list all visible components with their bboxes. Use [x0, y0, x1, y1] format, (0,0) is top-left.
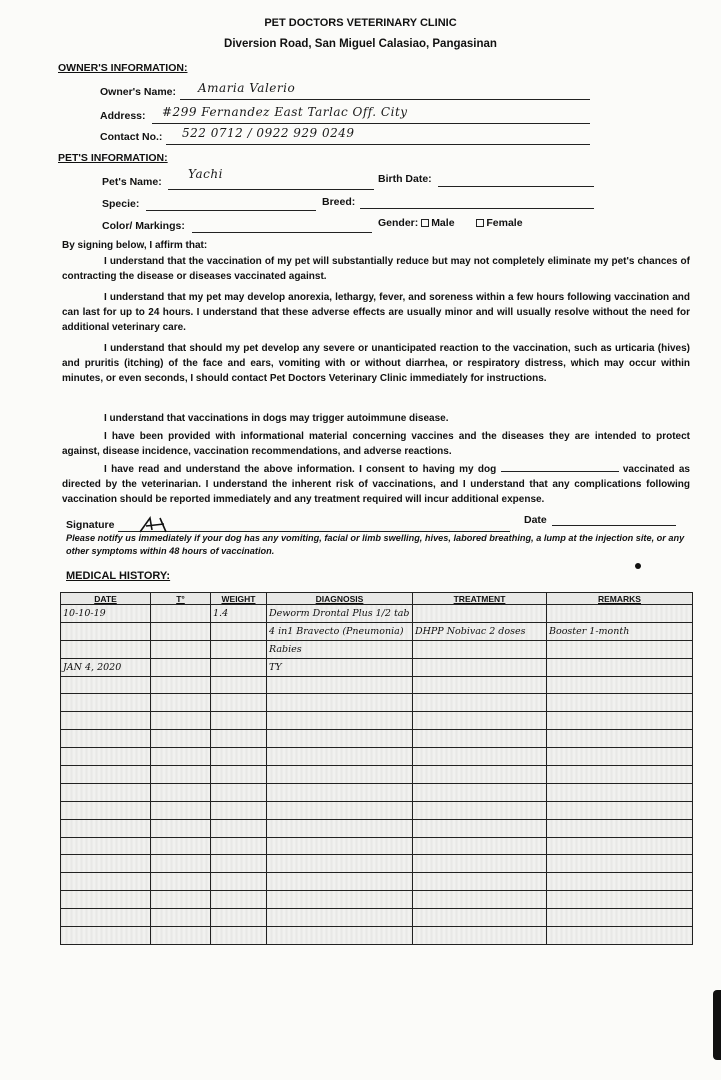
- table-cell-blank[interactable]: [211, 676, 267, 694]
- table-cell-blank[interactable]: [547, 909, 693, 927]
- table-cell-blank[interactable]: [267, 766, 413, 784]
- consent-paragraph-6: [62, 462, 690, 507]
- table-cell-blank[interactable]: [413, 819, 547, 837]
- table-cell[interactable]: [151, 605, 211, 623]
- pet-section-title: PET'S INFORMATION:: [58, 152, 168, 164]
- address-label: Address:: [100, 110, 146, 122]
- gender-label: [378, 217, 523, 229]
- table-cell[interactable]: [413, 640, 547, 658]
- table-cell-blank[interactable]: [61, 694, 151, 712]
- table-cell-blank[interactable]: [211, 819, 267, 837]
- contact-line: [166, 144, 590, 145]
- table-cell-blank[interactable]: [151, 730, 211, 748]
- table-cell-blank[interactable]: [547, 801, 693, 819]
- medical-history-title: MEDICAL HISTORY:: [66, 570, 171, 582]
- table-cell[interactable]: 1.4: [211, 605, 267, 623]
- table-cell-blank[interactable]: [61, 855, 151, 873]
- table-cell-blank[interactable]: [151, 766, 211, 784]
- consent-p6-end: as directed by the veterinarian. I understand the inherent risk of vaccinations, and I understand that any complications following vaccination should be reported immediately and any treatment required will incur additional expense.: [62, 464, 690, 505]
- female-checkbox[interactable]: [476, 219, 484, 227]
- breed-line[interactable]: [360, 208, 594, 209]
- table-cell-blank[interactable]: [413, 783, 547, 801]
- table-cell[interactable]: [61, 640, 151, 658]
- consent-intro: By signing below, I affirm that:: [62, 240, 208, 251]
- table-cell-blank[interactable]: [413, 891, 547, 909]
- table-cell[interactable]: [151, 622, 211, 640]
- table-cell-blank[interactable]: [413, 909, 547, 927]
- table-row-blank: [61, 712, 693, 730]
- male-checkbox[interactable]: [421, 219, 429, 227]
- table-row-blank: [61, 891, 693, 909]
- table-row: [61, 640, 693, 658]
- consent-paragraph-2: I understand that my pet may develop anorexia, lethargy, fever, and soreness within a few hours following vaccination and can last for up to 24 hours. I understand that these adverse effects are usually minor and will usually resolve without the need for additional veterinary care.: [62, 292, 690, 333]
- pet-name-value[interactable]: Yachi: [188, 167, 223, 181]
- table-cell-blank[interactable]: [151, 819, 211, 837]
- consent-paragraph-1: I understand that the vaccination of my pet will substantially reduce but may not completely eliminate my pet's chances of contracting the disease or diseases vaccinated against.: [62, 256, 690, 282]
- female-option-label: Female: [486, 217, 523, 229]
- table-cell-blank[interactable]: [151, 891, 211, 909]
- table-header-row: [61, 593, 693, 605]
- table-cell-blank[interactable]: [61, 891, 151, 909]
- column-header-weight: WEIGHT: [211, 593, 267, 605]
- table-cell-blank[interactable]: [413, 712, 547, 730]
- table-cell-blank[interactable]: [61, 801, 151, 819]
- table-cell-blank[interactable]: [267, 748, 413, 766]
- color-markings-line[interactable]: [192, 232, 372, 233]
- consent-paragraph-5: I have been provided with informational material concerning vaccines and the diseases they are intended to protect against, disease incidence, vaccination recommendations, and adverse reactions.: [62, 431, 690, 457]
- pet-name-line: [168, 189, 374, 190]
- table-cell-blank[interactable]: [413, 837, 547, 855]
- table-cell-blank[interactable]: [151, 801, 211, 819]
- table-cell-blank[interactable]: [547, 855, 693, 873]
- table-cell-blank[interactable]: [547, 783, 693, 801]
- contact-label: Contact No.:: [100, 131, 163, 143]
- table-cell-blank[interactable]: [413, 748, 547, 766]
- table-cell-blank[interactable]: [267, 891, 413, 909]
- color-markings-label: Color/ Markings:: [102, 220, 185, 232]
- table-cell[interactable]: 4 in1 Bravecto (Pneumonia): [267, 622, 413, 640]
- table-cell-blank[interactable]: [61, 819, 151, 837]
- table-cell[interactable]: Deworm Drontal Plus 1/2 tab: [267, 605, 413, 623]
- table-row-blank: [61, 873, 693, 891]
- table-row-blank: [61, 694, 693, 712]
- table-cell-blank[interactable]: [267, 730, 413, 748]
- column-header-temperature: T°: [151, 593, 211, 605]
- table-cell-blank[interactable]: [547, 766, 693, 784]
- table-cell[interactable]: [211, 622, 267, 640]
- table-row-blank: [61, 855, 693, 873]
- table-row-blank: [61, 909, 693, 927]
- table-cell-blank[interactable]: [211, 909, 267, 927]
- table-cell-blank[interactable]: [151, 712, 211, 730]
- birth-date-label: Birth Date:: [378, 173, 432, 185]
- table-cell-blank[interactable]: [61, 766, 151, 784]
- consent-paragraph-4: I understand that vaccinations in dogs may trigger autoimmune disease.: [104, 413, 449, 424]
- dog-name-blank[interactable]: [501, 462, 619, 472]
- scan-speck: [635, 563, 641, 569]
- birth-date-line[interactable]: [438, 186, 594, 187]
- table-cell[interactable]: DHPP Nobivac 2 doses: [413, 622, 547, 640]
- table-cell-blank[interactable]: [413, 927, 547, 945]
- owner-name-label: Owner's Name:: [100, 86, 177, 98]
- column-header-treatment: TREATMENT: [413, 593, 547, 605]
- table-cell[interactable]: [151, 658, 211, 676]
- table-cell[interactable]: [413, 605, 547, 623]
- medical-history-table: [60, 592, 693, 945]
- table-cell-blank[interactable]: [547, 837, 693, 855]
- breed-label: Breed:: [322, 196, 356, 208]
- table-cell-blank[interactable]: [61, 748, 151, 766]
- table-row-blank: [61, 748, 693, 766]
- table-row-blank: [61, 819, 693, 837]
- table-cell-blank[interactable]: [61, 927, 151, 945]
- table-cell-blank[interactable]: [267, 837, 413, 855]
- consent-p6-vaccinated: vaccinated: [622, 464, 675, 475]
- owner-name-value[interactable]: Amaria Valerio: [198, 81, 296, 95]
- pet-name-label: Pet's Name:: [102, 176, 162, 188]
- date-label: Date: [524, 514, 547, 526]
- table-cell-blank[interactable]: [547, 927, 693, 945]
- table-cell-blank[interactable]: [547, 891, 693, 909]
- table-cell-blank[interactable]: [413, 855, 547, 873]
- table-cell-blank[interactable]: [151, 837, 211, 855]
- table-cell[interactable]: [61, 622, 151, 640]
- table-cell-blank[interactable]: [267, 694, 413, 712]
- table-cell-blank[interactable]: [211, 748, 267, 766]
- contact-value[interactable]: 522 0712 / 0922 929 0249: [182, 126, 355, 140]
- column-header-date: DATE: [61, 593, 151, 605]
- table-cell-blank[interactable]: [413, 766, 547, 784]
- table-cell-blank[interactable]: [267, 783, 413, 801]
- consent-p6-start: I have read and understand the above information. I consent to having my dog: [104, 464, 497, 475]
- table-cell-blank[interactable]: [151, 873, 211, 891]
- table-cell-blank[interactable]: [211, 855, 267, 873]
- table-row: [61, 658, 693, 676]
- post-vaccination-notice: Please notify us immediately if your dog has any vomiting, facial or limb swelling, hives, labored breathing, a lump at the injection site, or any other symptoms within 48 hours of vaccination.: [66, 533, 685, 556]
- table-cell[interactable]: Rabies: [267, 640, 413, 658]
- table-cell-blank[interactable]: [151, 855, 211, 873]
- table-cell[interactable]: [211, 658, 267, 676]
- table-cell[interactable]: [211, 640, 267, 658]
- table-cell[interactable]: JAN 4, 2020: [61, 658, 151, 676]
- table-cell-blank[interactable]: [61, 909, 151, 927]
- table-cell-blank[interactable]: [267, 819, 413, 837]
- table-cell[interactable]: [547, 640, 693, 658]
- table-cell-blank[interactable]: [61, 837, 151, 855]
- column-header-diagnosis: DIAGNOSIS: [267, 593, 413, 605]
- table-cell-blank[interactable]: [267, 712, 413, 730]
- owner-section-title: OWNER'S INFORMATION:: [58, 62, 188, 74]
- table-row-blank: [61, 783, 693, 801]
- consent-paragraph-3: I understand that should my pet develop any severe or unanticipated reaction to the vaccination, such as urticaria (hives) and pruritis (itching) of the face and ears, vomiting with or without diarrhea, or respiratory distress, which may occur within minutes, or even seconds, I should contact Pet Doctors Veterinary Clinic immediately for instructions.: [62, 343, 690, 384]
- table-cell-blank[interactable]: [267, 801, 413, 819]
- table-cell-blank[interactable]: [547, 712, 693, 730]
- column-header-remarks: REMARKS: [547, 593, 693, 605]
- clinic-name: PET DOCTORS VETERINARY CLINIC: [264, 17, 457, 29]
- table-cell-blank[interactable]: [151, 927, 211, 945]
- table-row: [61, 622, 693, 640]
- specie-line[interactable]: [146, 210, 316, 211]
- table-cell[interactable]: Booster 1-month: [547, 622, 693, 640]
- table-cell-blank[interactable]: [211, 801, 267, 819]
- table-cell-blank[interactable]: [151, 748, 211, 766]
- table-cell-blank[interactable]: [547, 730, 693, 748]
- table-cell-blank[interactable]: [61, 873, 151, 891]
- clinic-address: Diversion Road, San Miguel Calasiao, Pangasinan: [224, 38, 497, 50]
- table-cell-blank[interactable]: [413, 801, 547, 819]
- date-line[interactable]: [552, 525, 676, 526]
- table-cell-blank[interactable]: [211, 766, 267, 784]
- table-cell-blank[interactable]: [413, 676, 547, 694]
- table-row: [61, 605, 693, 623]
- table-cell-blank[interactable]: [267, 873, 413, 891]
- address-value[interactable]: #299 Fernandez East Tarlac Off. City: [162, 105, 408, 119]
- table-row-blank: [61, 927, 693, 945]
- table-cell[interactable]: TY: [267, 658, 413, 676]
- table-cell-blank[interactable]: [211, 873, 267, 891]
- male-option-label: Male: [431, 217, 455, 229]
- table-cell-blank[interactable]: [267, 855, 413, 873]
- table-cell-blank[interactable]: [267, 676, 413, 694]
- table-cell-blank[interactable]: [413, 730, 547, 748]
- table-row-blank: [61, 801, 693, 819]
- table-cell-blank[interactable]: [151, 694, 211, 712]
- table-cell-blank[interactable]: [547, 873, 693, 891]
- table-cell-blank[interactable]: [211, 837, 267, 855]
- table-cell[interactable]: [547, 605, 693, 623]
- table-cell-blank[interactable]: [151, 783, 211, 801]
- table-cell-blank[interactable]: [211, 891, 267, 909]
- table-cell-blank[interactable]: [267, 927, 413, 945]
- table-row-blank: [61, 766, 693, 784]
- scan-edge-shadow: [713, 990, 721, 1060]
- table-cell-blank[interactable]: [547, 694, 693, 712]
- table-cell-blank[interactable]: [211, 730, 267, 748]
- table-row-blank: [61, 837, 693, 855]
- table-cell-blank[interactable]: [61, 730, 151, 748]
- table-cell-blank[interactable]: [547, 748, 693, 766]
- table-cell-blank[interactable]: [151, 676, 211, 694]
- specie-label: Specie:: [102, 198, 140, 210]
- table-cell-blank[interactable]: [151, 909, 211, 927]
- table-cell-blank[interactable]: [211, 712, 267, 730]
- table-cell-blank[interactable]: [413, 873, 547, 891]
- table-cell[interactable]: [413, 658, 547, 676]
- owner-name-line: [180, 99, 590, 100]
- table-cell-blank[interactable]: [211, 694, 267, 712]
- table-cell-blank[interactable]: [547, 819, 693, 837]
- address-line: [152, 123, 590, 124]
- table-cell[interactable]: [547, 658, 693, 676]
- table-cell-blank[interactable]: [267, 909, 413, 927]
- table-cell[interactable]: 10-10-19: [61, 605, 151, 623]
- signature-label: Signature: [66, 519, 115, 531]
- table-cell-blank[interactable]: [211, 783, 267, 801]
- table-cell-blank[interactable]: [61, 783, 151, 801]
- table-cell-blank[interactable]: [61, 676, 151, 694]
- table-cell-blank[interactable]: [547, 676, 693, 694]
- table-cell-blank[interactable]: [413, 694, 547, 712]
- table-cell-blank[interactable]: [61, 712, 151, 730]
- table-row-blank: [61, 730, 693, 748]
- table-cell[interactable]: [151, 640, 211, 658]
- table-row-blank: [61, 676, 693, 694]
- table-cell-blank[interactable]: [211, 927, 267, 945]
- gender-label-text: Gender:: [378, 217, 419, 229]
